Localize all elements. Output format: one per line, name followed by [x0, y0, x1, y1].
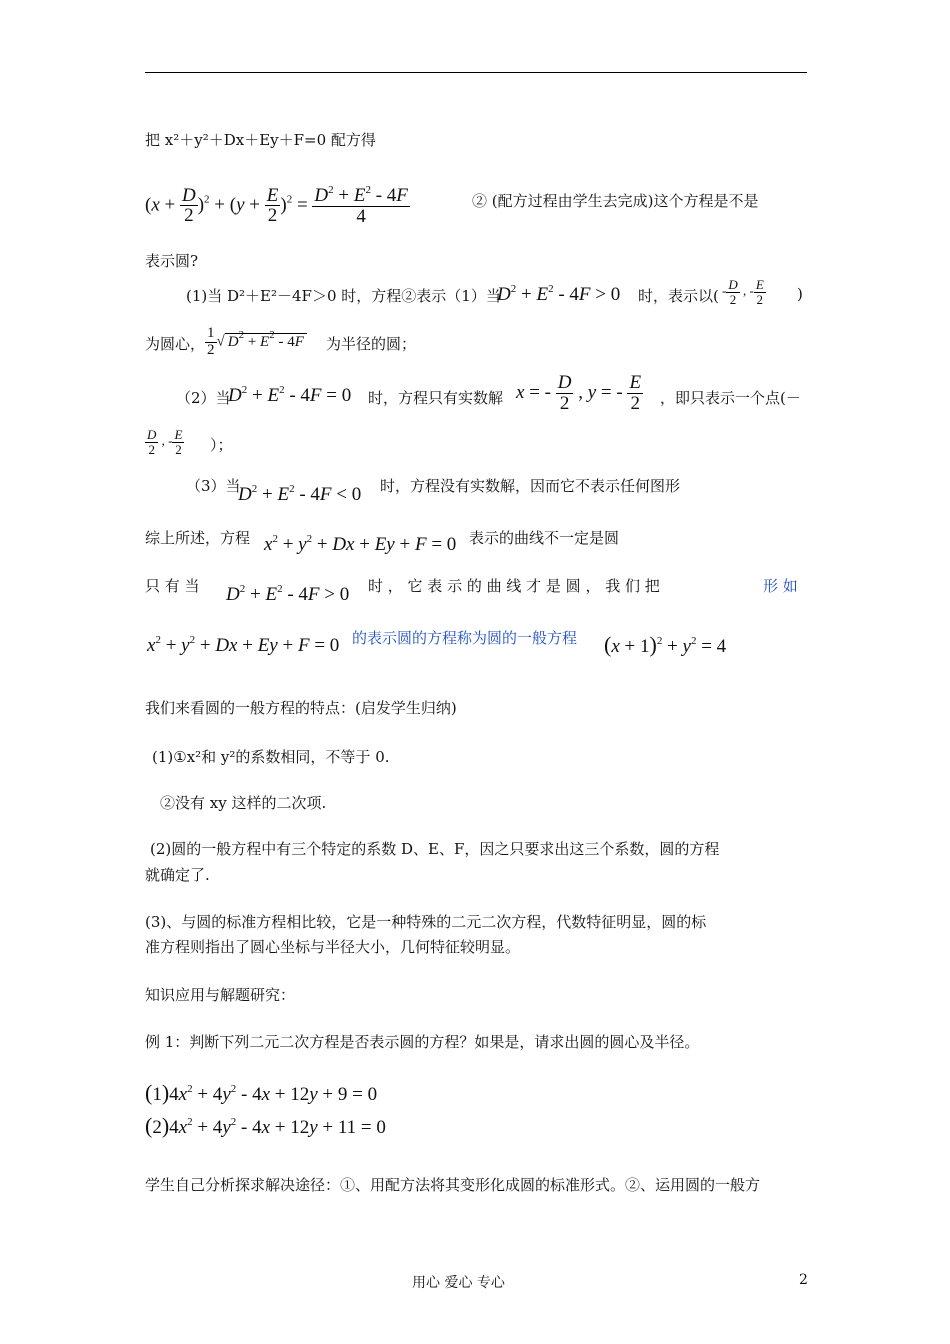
application-heading: 知识应用与解题研究： — [145, 986, 296, 1004]
feature-3-cont: 准方程则指出了圆心坐标与半径大小，几何特征较明显。 — [145, 938, 521, 956]
only-when-text: 只 有 当 — [145, 577, 200, 595]
example-1: 例 1：判断下列二元二次方程是否表示圆的方程？如果是，请求出圆的圆心及半径。 — [145, 1033, 700, 1051]
case-1-text-c: ) — [797, 285, 803, 303]
summary-text: 综上所述，方程 — [145, 529, 251, 547]
case-1-text-d: 为圆心， — [145, 335, 206, 353]
case-1-condition: $D^2 + E^2 - 4F > 0$ — [497, 283, 621, 305]
line-question: 表示圆? — [145, 252, 199, 270]
feature-2-cont: 就确定了. — [145, 866, 210, 884]
equation-note: ② (配方过程由学生去完成)这个方程是不是 — [472, 192, 759, 210]
example-1-eq2: $(2)4x^2 + 4y^2 - 4x + 12y + 11 = 0$ — [145, 1113, 386, 1138]
case-3-text-b: 时，方程没有实数解，因而它不表示任何图形 — [380, 477, 681, 495]
case-2-text: （2）当 — [176, 389, 231, 407]
features-intro: 我们来看圆的一般方程的特点：(启发学生归纳) — [145, 699, 457, 717]
general-equation: $x^2 + y^2 + Dx + Ey + F = 0$ — [264, 533, 457, 555]
feature-1-1: (1)①x²和 y²的系数相同，不等于 0. — [152, 748, 390, 766]
case-3-text: （3）当 — [186, 477, 241, 495]
example-equation: $(x + 1)^2 + y^2 = 4$ — [604, 632, 727, 657]
only-when-text-c: 形 如 — [763, 577, 798, 595]
feature-3: (3)、与圆的标准方程相比较，它是一种特殊的二元二次方程，代数特征明显，圆的标 — [145, 913, 707, 931]
case-2-text-d: ）； — [210, 436, 233, 454]
line-complete-square: 把 x²＋y²＋Dx＋Ey＋F=0 配方得 — [145, 131, 376, 149]
page-number: 2 — [799, 1272, 808, 1288]
case-1-text-e: 为半径的圆； — [326, 335, 417, 353]
case-2-solution: x = - $\frac{D}{2}$ , y = - $\frac{E}{2}$ — [516, 372, 642, 414]
case-3-condition: $D^2 + E^2 - 4F < 0$ — [238, 483, 362, 505]
general-equation-2: $x^2 + y^2 + Dx + Ey + F = 0$ — [147, 634, 340, 656]
definition-text: 的表示圆的方程称为圆的一般方程 — [352, 629, 578, 647]
case-2-text-b: 时，方程只有实数解 — [368, 389, 504, 407]
header-rule — [145, 72, 807, 73]
case-2-condition: $D^2 + E^2 - 4F = 0$ — [228, 384, 352, 406]
example-1-eq1: $(1)4x^2 + 4y^2 - 4x + 12y + 9 = 0$ — [145, 1080, 378, 1105]
case-2-point: $\frac{D}{2}$ , - $\frac{E}{2}$ — [147, 427, 183, 457]
feature-2: (2)圆的一般方程中有三个特定的系数 D、E、F，因之只要求出这三个系数，圆的方程 — [150, 840, 720, 858]
summary-text-b: 表示的曲线不一定是圆 — [469, 529, 620, 547]
case-1-center: - $\frac{D}{2}$ , - $\frac{E}{2}$ — [722, 277, 764, 307]
circle-condition: $D^2 + E^2 - 4F > 0$ — [226, 583, 350, 605]
only-when-text-b: 时 ， 它 表 示 的 曲 线 才 是 圆 ， 我 们 把 — [368, 577, 660, 595]
case-1-text: (1)当 D²＋E²－4F＞0 时，方程②表示（1）当 — [186, 287, 501, 305]
case-1-text-b: 时，表示以( — [638, 287, 719, 305]
footer-center: 用心 爱心 专心 — [412, 1275, 505, 1291]
student-approach: 学生自己分析探求解决途径：①、用配方法将其变形化成圆的标准形式。②、运用圆的一般方 — [145, 1176, 761, 1194]
case-1-radius: $\frac{1}{2}$ √ $D^2 + E^2 - 4F$ — [205, 326, 307, 359]
case-2-text-c: ，即只表示一个点(－ — [660, 389, 801, 407]
formula-standard-form: (x + $\frac{D}{2}$ )$^2$ + (y + $\frac{E}{2}$ )$^2$ = $\frac{D^2 + E^2 - 4F}{4}$ — [145, 184, 408, 227]
feature-1-2: ②没有 xy 这样的二次项. — [160, 794, 327, 812]
